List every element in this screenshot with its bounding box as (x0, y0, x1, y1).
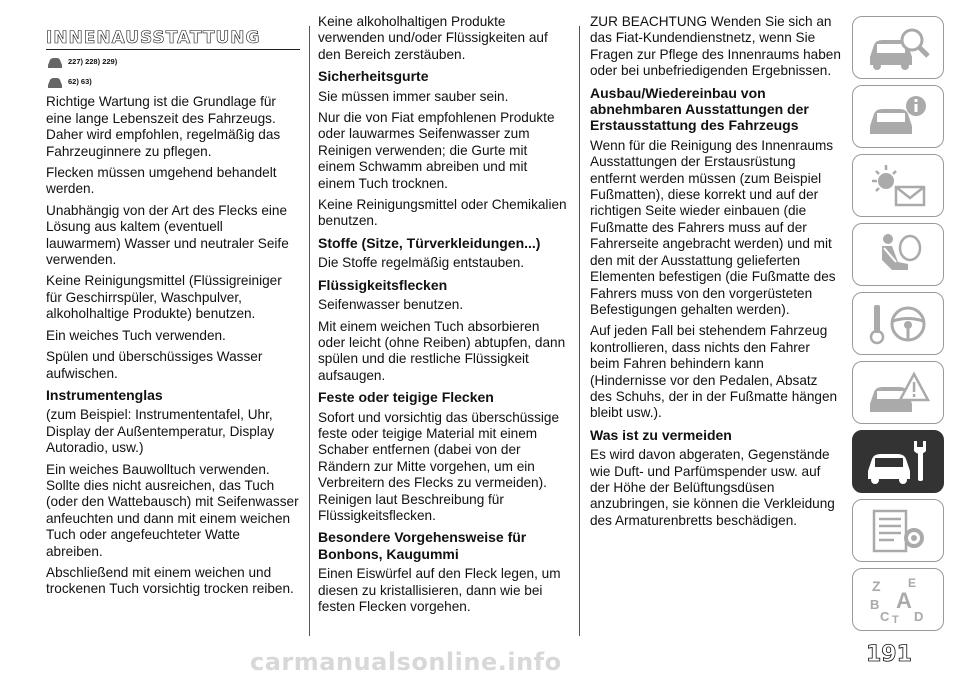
paragraph: Sie müssen immer sauber sein. (318, 88, 509, 104)
paragraph: Keine alkoholhaltigen Produkte verwenden und/oder Flüssigkeiten auf den Bereich zerstäuben. (318, 14, 548, 62)
column-2 (318, 14, 568, 620)
paragraph: Nur die von Fiat empfohlenen Produkte oder lauwarmes Seifenwasser zum Reinigen verwenden; die Gurte mit einem Schwamm abreiben und mit einem Tuch trocknen. (318, 110, 555, 191)
tab-safety[interactable] (852, 223, 944, 286)
index-letter: A (896, 587, 912, 613)
section-heading: Feste oder teigige Flecken (318, 389, 494, 406)
paragraph: (zum Beispiel: Instrumententafel, Uhr, Display der Außentemperatur, Display Autoradio, usw.) (46, 407, 275, 456)
paragraph: Unabhängig von der Art des Flecks eine Lösung aus kaltem (eventuell lauwarmem) Wasser und neutraler Seife verwenden. (46, 202, 289, 268)
tab-car-search[interactable] (852, 16, 944, 79)
tab-maintenance[interactable] (852, 430, 944, 493)
paragraph: Abschließend mit einem weichen und trockenen Tuch vorsichtig trocken reiben. (46, 564, 294, 597)
paragraph: Ein weiches Tuch verwenden. (46, 327, 226, 343)
alphabetical-index-icon (864, 575, 932, 625)
paragraph: Wenn für die Reinigung des Innenraums Ausstattungen der Erstausrüstung entfernt werden müssen (zum Beispiel Fußmatten), diese korrekt und auf der richtigen Seite wieder einbauen (die Fußmatte des Fahrers muss auf der Fahrerseite angebracht werden) und mit den mit der Ausstattung gelieferten Elementen befestigen (die Fußmatte des Fahrers muss von den vorgerüsteten Befestigungen gehalten werden). (590, 137, 836, 317)
paragraph: Flecken müssen umgehend behandelt werden. (46, 165, 277, 197)
car-wrench-icon (864, 437, 932, 487)
section-heading: Flüssigkeitsflecken (318, 276, 448, 293)
paragraph: Richtige Wartung ist die Grundlage für eine lange Lebenszeit des Fahrzeugs. Daher wird empfohlen, regelmäßig das Fahrzeuginnere zu pflegen. (46, 94, 281, 159)
index-letter: Z (872, 577, 881, 594)
car-emergency-icon (864, 368, 932, 418)
column-3 (590, 14, 842, 534)
warning-refs-2-text: 62) 63) (68, 77, 92, 87)
section-heading: Instrumentenglas (46, 386, 163, 403)
column-divider (579, 26, 580, 636)
car-search-icon (864, 23, 932, 73)
column-divider (309, 26, 310, 636)
index-letter: C (880, 608, 890, 624)
watermark: carmanualsonline.info (250, 648, 562, 676)
paragraph: Es wird davon abgeraten, Gegenstände wie Duft- und Parfümspender usw. auf der Höhe der Belüftungsdüsen anzubringen, sie können die Verkleidung des Armaturenbretts beschädigen. (590, 447, 835, 528)
tab-car-info[interactable] (852, 85, 944, 148)
index-letter: B (870, 596, 880, 612)
tab-warning-lights[interactable] (852, 154, 944, 217)
chapter-title: INNENAUSSTATTUNG (46, 30, 300, 50)
index-letter: E (908, 575, 917, 590)
tab-starting-driving[interactable] (852, 292, 944, 355)
car-warning-icon (46, 55, 64, 70)
page-number: 191 (866, 642, 912, 667)
warning-lights-message-icon (864, 161, 932, 211)
tab-emergency[interactable] (852, 361, 944, 424)
column-1 (46, 30, 300, 603)
section-heading: Ausbau/Wiedereinbau von abnehmbaren Ausstattungen der Erstausstattung des Fahrzeugs (590, 84, 809, 134)
paragraph: Sofort und vorsichtig das überschüssige feste oder teigige Material mit einem Schaber entfernen (dabei von der Rändern zur Mitte vorgehen, um ein Verbreitern des Flecks zu vermeiden). Reinigen laut Beschreibung für Flüssigkeitsflecken. (318, 409, 560, 523)
warning-reference-1 (46, 54, 300, 70)
paragraph: Einen Eiswürfel auf den Fleck legen, um diesen zu kristallisieren, dann wie bei festen Flecken vorgehen. (318, 566, 561, 614)
warning-refs-1-text: 227) 228) 229) (68, 57, 118, 67)
paragraph: Auf jeden Fall bei stehendem Fahrzeug kontrollieren, dass nichts den Fahrer beim Fahren behindern kann (Hindernisse vor den Pedalen, Absatz des Schuhs, der in der Fußmatte hängen bleibt usw.). (590, 323, 838, 421)
warning-reference-2 (46, 74, 300, 90)
index-letter: T (892, 613, 899, 625)
safety-airbag-icon (864, 230, 932, 280)
technical-data-icon (864, 506, 932, 556)
tab-technical-data[interactable] (852, 499, 944, 562)
section-heading: Sicherheitsgurte (318, 68, 429, 85)
paragraph: Ein weiches Bauwolltuch verwenden. Sollte dies nicht ausreichen, das Tuch (oder den Wattebausch) mit Seifenwasser anfeuchten und dann mit einem weichen Tuch oder angefeuchteter Watte abreiben. (46, 461, 299, 559)
key-steering-wheel-icon (864, 299, 932, 349)
index-letter: D (914, 608, 924, 624)
paragraph: ZUR BEACHTUNG Wenden Sie sich an das Fiat-Kundendienstnetz, wenn Sie Fragen zur Pflege des Innenraums haben oder bei unbefriedigenden Ergebnissen. (590, 14, 841, 79)
section-heading: Stoffe (Sitze, Türverkleidungen...) (318, 234, 541, 251)
paragraph: Spülen und überschüssiges Wasser aufwischen. (46, 349, 263, 381)
paragraph: Die Stoffe regelmäßig entstauben. (318, 255, 525, 271)
tab-index[interactable] (852, 568, 944, 631)
paragraph: Keine Reinigungsmittel (Flüssigreiniger für Geschirrspüler, Waschpulver, alkoholhaltige Produkte) benutzen. (46, 273, 282, 322)
paragraph: Mit einem weichen Tuch absorbieren oder leicht (ohne Reiben) abtupfen, dann spülen und die restliche Flüssigkeit aufsaugen. (318, 318, 566, 383)
section-heading: Was ist zu vermeiden (590, 426, 732, 443)
section-heading: Besondere Vorgehensweise für Bonbons, Kaugummi (318, 529, 527, 562)
paragraph: Seifenwasser benutzen. (318, 297, 464, 313)
car-caution-icon (46, 75, 64, 90)
car-info-icon (864, 92, 932, 142)
chapter-nav-rail (852, 16, 944, 637)
paragraph: Keine Reinigungsmittel oder Chemikalien benutzen. (318, 197, 567, 229)
